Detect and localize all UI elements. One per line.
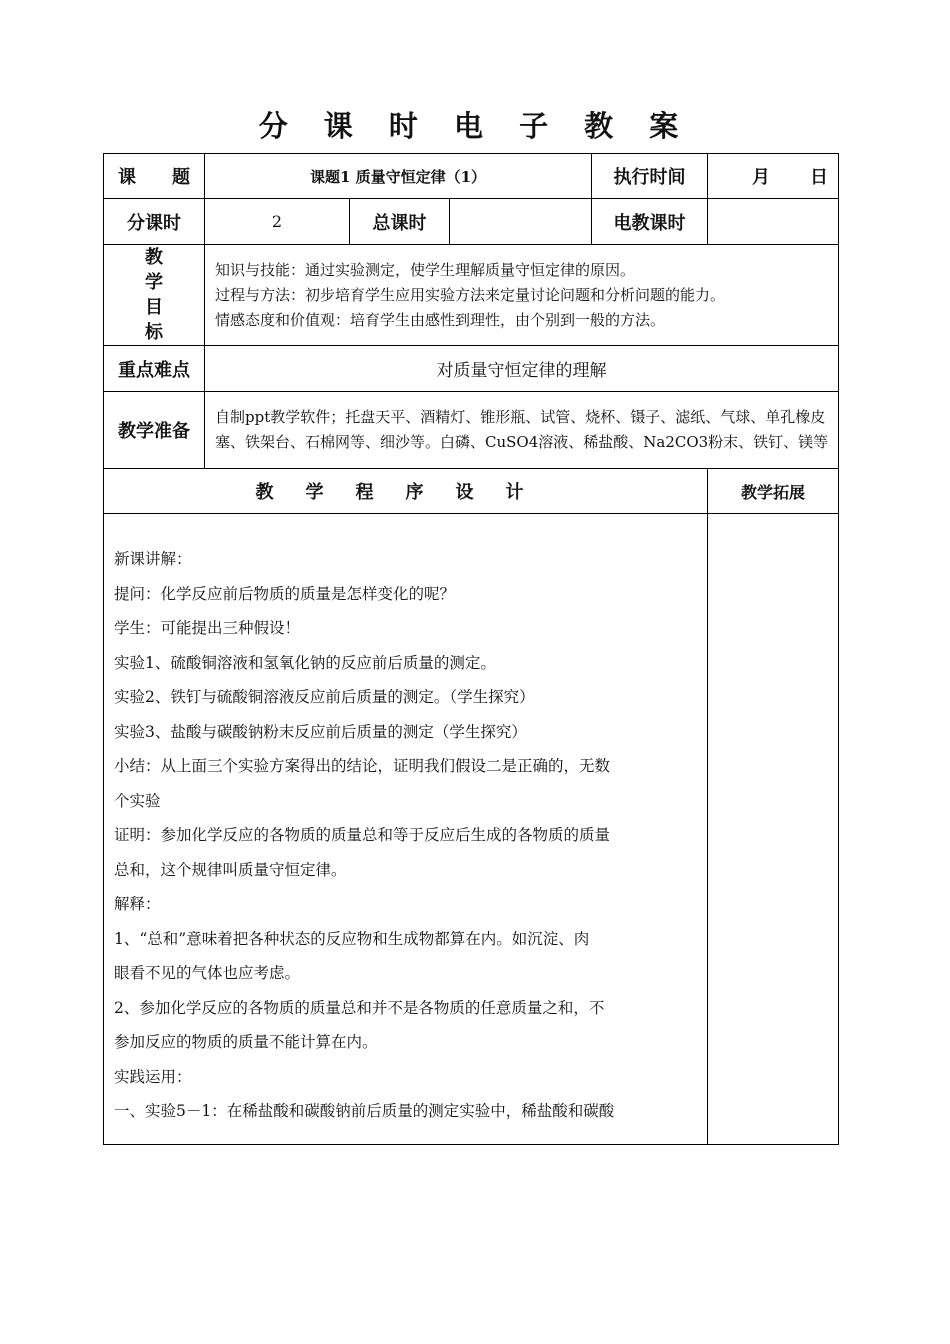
design-line: 个实验 — [114, 791, 161, 810]
topic-row — [104, 154, 839, 199]
key-points-row — [104, 346, 839, 392]
objectives-content — [205, 245, 839, 346]
extension-content — [708, 514, 839, 1145]
total-periods-value — [450, 199, 592, 245]
objectives-row — [104, 245, 839, 346]
design-line: 实践运用： — [114, 1067, 192, 1086]
exec-time-label: 执行时间 — [592, 154, 708, 199]
preparation-row — [104, 392, 839, 469]
month-label: 月 — [752, 167, 771, 188]
design-content-row — [104, 514, 839, 1145]
design-content — [104, 514, 708, 1145]
objective-knowledge: 知识与技能：通过实验测定，使学生理解质量守恒定律的原因。 — [215, 260, 636, 279]
design-line: 实验3、盐酸与碳酸钠粉末反应前后质量的测定（学生探究） — [114, 722, 527, 741]
total-periods-label: 总课时 — [350, 199, 450, 245]
objective-process: 过程与方法：初步培育学生应用实验方法来定量讨论问题和分析问题的能力。 — [215, 285, 726, 304]
period-label: 分课时 — [104, 199, 205, 245]
day-label: 日 — [810, 167, 829, 188]
ict-periods-label: 电教课时 — [592, 199, 708, 245]
design-line: 小结：从上面三个实验方案得出的结论，证明我们假设二是正确的，无数 — [114, 757, 611, 775]
design-line: 2、参加化学反应的各物质的质量总和并不是各物质的任意质量之和，不 — [114, 998, 605, 1017]
preparation-label: 教学准备 — [104, 392, 205, 469]
period-row — [104, 199, 839, 245]
exec-time-value — [708, 154, 839, 199]
design-header-row — [104, 469, 839, 514]
period-value: 2 — [205, 199, 350, 245]
page-title: 分 课 时 电 子 教 案 — [258, 109, 692, 143]
topic-label: 课 题 — [104, 154, 205, 199]
design-line: 一、实验5－1：在稀盐酸和碳酸钠前后质量的测定实验中，稀盐酸和碳酸 — [114, 1102, 615, 1120]
key-points-value: 对质量守恒定律的理解 — [205, 346, 839, 392]
design-line: 证明：参加化学反应的各物质的质量总和等于反应后生成的各物质的质量 — [114, 826, 611, 844]
lesson-plan-table — [103, 153, 839, 1145]
objective-attitude: 情感态度和价值观：培育学生由感性到理性，由个别到一般的方法。 — [215, 310, 666, 329]
design-line: 实验1、硫酸铜溶液和氢氧化钠的反应前后质量的测定。 — [114, 653, 496, 672]
preparation-value: 自制ppt教学软件；托盘天平、酒精灯、锥形瓶、试管、烧杯、镊子、滤纸、气球、单孔橡皮塞、铁架台、石棉网等、细沙等。白磷、CuSO4溶液、稀盐酸、Na2CO3粉末、铁钉、镁等 — [205, 392, 839, 469]
objectives-label-line2: 目标 — [145, 297, 185, 343]
design-line: 总和，这个规律叫质量守恒定律。 — [114, 860, 347, 879]
ict-periods-value — [708, 199, 839, 245]
design-line: 参加反应的物质的质量不能计算在内。 — [114, 1033, 378, 1051]
extension-header: 教学拓展 — [708, 469, 839, 514]
design-line: 解释： — [114, 895, 161, 913]
design-line: 提问：化学反应前后物质的质量是怎样变化的呢？ — [114, 584, 456, 603]
design-line: 1、“总和”意味着把各种状态的反应物和生成物都算在内。如沉淀、肉 — [114, 929, 590, 948]
topic-value: 课题1 质量守恒定律（1） — [205, 154, 592, 199]
objectives-label-line1: 教学 — [145, 247, 185, 293]
key-points-label: 重点难点 — [104, 346, 205, 392]
objectives-label — [104, 245, 205, 346]
design-line: 实验2、铁钉与硫酸铜溶液反应前后质量的测定。（学生探究） — [114, 688, 535, 706]
design-line: 学生：可能提出三种假设！ — [114, 619, 301, 637]
design-line: 眼看不见的气体也应考虑。 — [114, 964, 301, 982]
design-header: 教学程序设计 — [104, 469, 708, 514]
design-line: 新课讲解： — [114, 550, 192, 568]
